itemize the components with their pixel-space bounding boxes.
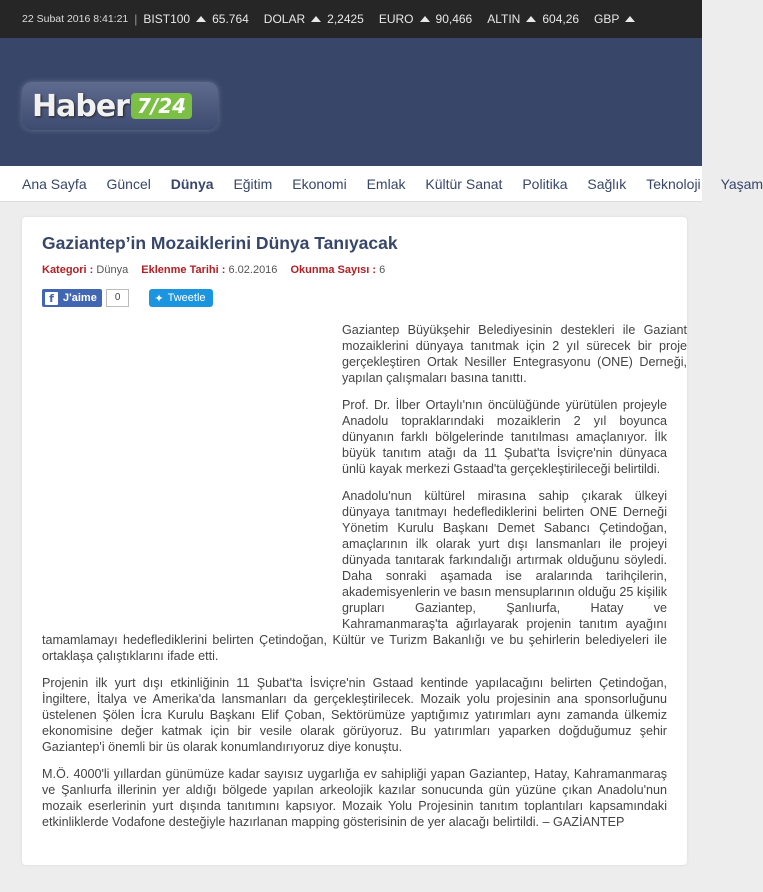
nav-item-ekonomi[interactable]: Ekonomi: [292, 176, 347, 192]
meta-category-value: Dünya: [96, 264, 129, 276]
ticker-value: 2,2425: [327, 12, 364, 26]
up-arrow-icon: [625, 16, 635, 22]
article-paragraph: M.Ö. 4000'li yıllardan günümüze kadar sayısız uygarlığa ev sahipliği yapan Gaziantep, Hatay, Kahramanmaraş ve Şanlıurfa illerinin yer aldığı bölgede yapılan arkeolojik kazılar sonucunda gün yüzüne çıkan Anadolu'nun mozaik eserlerinin yurt dışında tanıtımını kapsıyor. Mozaik Yolu Projesinin tanıtım toplantıları kapsamındaki etkinliklerde Vodafone desteğiyle hazırlanan mapping gösterisinin de yer alacağı belirtildi. – GAZİANTEP: [42, 767, 667, 829]
nav-item-egitim[interactable]: Eğitim: [233, 176, 273, 192]
nav-item-teknoloji[interactable]: Teknoloji: [646, 176, 701, 192]
article-title: Gaziantep’in Mozaiklerini Dünya Tanıyacak: [42, 233, 398, 253]
meta-category-label: Kategori :: [42, 264, 94, 276]
site-logo[interactable]: [22, 82, 218, 130]
nav-item-politika[interactable]: Politika: [522, 176, 568, 192]
ad-placeholder: [42, 322, 342, 624]
nav-item-yasam[interactable]: Yaşam: [720, 176, 763, 192]
meta-date-label: Eklenme Tarihi :: [141, 264, 226, 276]
logo-badge: 7/24: [131, 93, 192, 119]
like-label: J'aime: [63, 292, 97, 304]
ticker-item-dolar: [264, 12, 364, 26]
nav-item-saglik[interactable]: Sağlık: [587, 176, 627, 192]
article-card: [22, 217, 687, 865]
nav-item-kultur-sanat[interactable]: Kültür Sanat: [425, 176, 503, 192]
up-arrow-icon: [526, 16, 536, 22]
ticker-item-altin: [487, 12, 579, 26]
ticker-value: 65.764: [212, 12, 249, 26]
meta-reads: [290, 264, 385, 276]
ticker-value: 90,466: [435, 12, 473, 26]
market-ticker: [0, 0, 702, 38]
like-count: 0: [106, 289, 130, 307]
ticker-label: GBP: [594, 12, 620, 26]
site-header: [0, 38, 702, 166]
nav-item-guncel[interactable]: Güncel: [106, 176, 151, 192]
twitter-bird-icon: ✦: [154, 292, 164, 305]
ticker-item-euro: [379, 12, 472, 26]
tweet-button[interactable]: [149, 289, 212, 307]
tweet-label: Tweetle: [167, 292, 206, 304]
up-arrow-icon: [196, 16, 206, 22]
ticker-value: 604,26: [542, 12, 580, 26]
article-paragraph: Prof. Dr. İlber Ortaylı'nın öncülüğünde yürütülen projeyle Anadolu topraklarındaki mozaiklerin 2 yıl boyunca dünyanın farklı bölgelerinde tanıtılması amaçlanıyor. İlk büyük tanıtım atağı da 11 Şubat'ta İsviçre'nin dünyaca ünlü kayak merkezi Gstaad'ta gerçekleştirileceği belirtildi.: [342, 398, 667, 476]
ticker-label: DOLAR: [263, 12, 306, 26]
meta-reads-label: Okunma Sayısı :: [290, 264, 377, 276]
logo-brand-text: Haber: [32, 88, 129, 124]
up-arrow-icon: [420, 16, 430, 22]
article-paragraph: Gaziantep Büyükşehir Belediyesinin destekleri ile Gaziant mozaiklerini dünyaya tanıtmak için 2 yıl sürecek bir proje gerçekleştiren Ortak Nesiller Entegrasyonu (ONE) Derneği, yapılan çalışmaları basına tanıttı.: [342, 323, 687, 385]
up-arrow-icon: [311, 16, 321, 22]
article-paragraph: Anadolu'nun kültürel mirasına sahip çıkarak ülkeyi dünyaya tanıtmayı hedeflediklerini belirten ONE Derneği Yönetim Kurulu Başkanı Demet Sabancı Çetindoğan, amaçlarının ilk olarak yurt dışı lansmanları ile projeyi dünyada tanıtarak farkındalığı artırmak olduğunu söyledi. Daha sonraki aşamada ise aralarında tarihçilerin, akademisyenlerin ve basın mensuplarının olduğu 25 kişilik grupları Gaziantep, Şanlıurfa, Hatay ve Kahramanmaraş'ta ağırlayarak projenin tanıtım ayağını tamamlamayı hedeflediklerini belirten Çetindoğan, Kültür ve Turizm Bakanlığı ve bu şehirlerin belediyeleri ile ortaklaşa çalıştıklarını ifade etti.: [42, 489, 667, 663]
nav-item-dunya[interactable]: Dünya: [170, 176, 214, 192]
article-body: [42, 322, 687, 841]
ticker-item-bist100: [143, 12, 248, 26]
main-nav: [0, 166, 763, 202]
ticker-label: BIST100: [143, 12, 191, 26]
facebook-icon: f: [45, 292, 58, 305]
meta-category: [42, 264, 131, 276]
social-buttons: [42, 289, 213, 307]
nav-item-ana-sayfa[interactable]: Ana Sayfa: [22, 176, 87, 192]
ticker-label: ALTIN: [487, 12, 521, 26]
ticker-separator: |: [134, 12, 138, 26]
ticker-date: 22 Subat 2016 8:41:21: [22, 13, 129, 25]
meta-reads-value: 6: [379, 264, 386, 276]
ticker-label: EURO: [378, 12, 414, 26]
meta-date: [141, 264, 280, 276]
ticker-item-gbp: [594, 12, 641, 26]
article-meta: [42, 264, 395, 276]
article-paragraph: Projenin ilk yurt dışı etkinliğinin 11 Şubat'ta İsviçre'nin Gstaad kentinde yapılacağını belirten Çetindoğan, İngiltere, İtalya ve Amerika'da lansmanları da gerçekleştirilecek. Mozaik yolu projesinin ana sponsorluğunu üstelenen Şölen İcra Kurulu Başkanı Elif Çoban, Sektörümüze yaptığımız yatırımları aynı zamanda ülkemiz ekonomisine değer katmak için bir vesile olarak görüyoruz. Bu yatırımları yaparken doğduğumuz şehir Gaziantep'i önemli bir üs olarak konumlandırıyoruz diye konuştu.: [42, 676, 667, 754]
meta-date-value: 6.02.2016: [228, 264, 278, 276]
nav-item-emlak[interactable]: Emlak: [366, 176, 406, 192]
facebook-like-button[interactable]: [42, 289, 102, 307]
